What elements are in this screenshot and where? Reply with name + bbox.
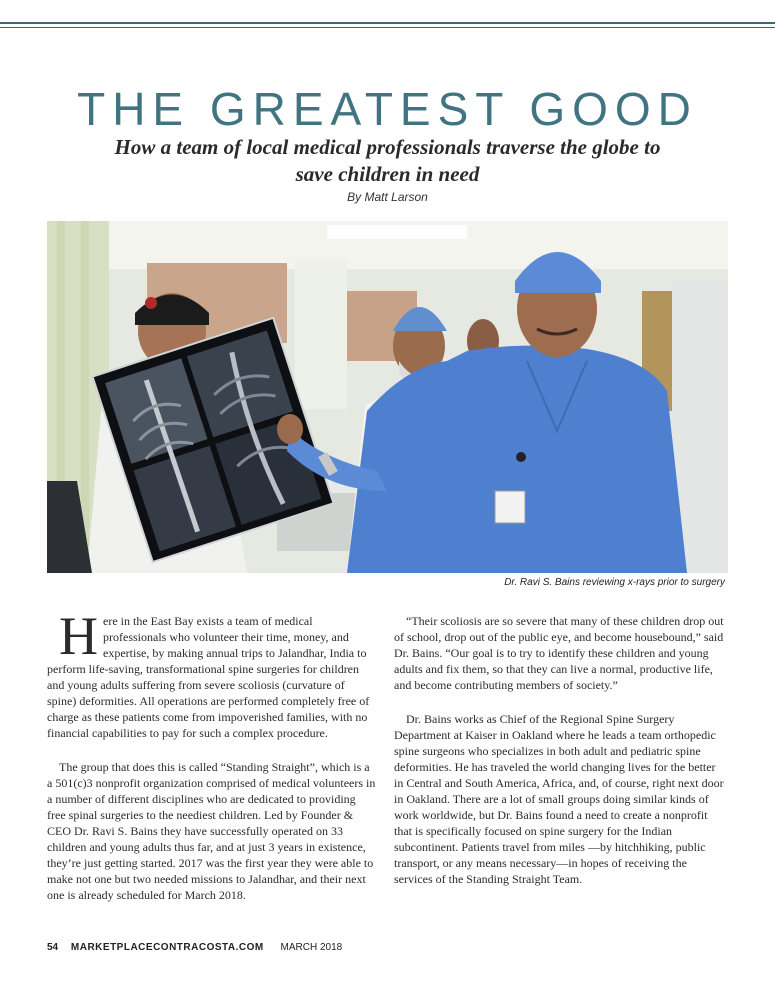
footer-issue-date: MARCH 2018 bbox=[280, 942, 343, 953]
photo-illustration bbox=[47, 221, 728, 573]
header-rule-top bbox=[0, 22, 775, 24]
article-column-left bbox=[47, 606, 377, 903]
page-number: 54 bbox=[47, 942, 59, 953]
footer-website: MARKETPLACECONTRACOSTA.COM bbox=[70, 942, 264, 953]
main-doctor-hand bbox=[277, 414, 303, 444]
byline: By Matt Larson bbox=[347, 190, 428, 204]
article-paragraph: Dr. Bains works as Chief of the Regional Spine Surgery Department at Kaiser in Oakland where he leads a team orthopedic spine surgeons who specializes in both adult and pediatric spine deformities. He has traveled the world changing lives for the better in Central and South America, Africa, and, of course, right next door in Oakland. There are a lot of small groups doing similar kinds of work worldwide, but Dr. Bains found a need to create a nonprofit that is specifically focused on spine surgery for the Indian subcontinent. Patients travel from miles —by hitchhiking, public transport, or any means necessary—in hopes of receiving the services of the Standing Straight Team. bbox=[394, 712, 724, 886]
paragraph-text: ere in the East Bay exists a team of medical professionals who volunteer their time, money, and expertise, by making annual trips to Jalandhar, India to perform life-saving, transformational spine surgeries for children and young adults suffering from severe scoliosis (curvature of spine) deformities. All operations are performed completely free of charge as these patients come from impoverished families, with no financial capabilities to pay for such a complex procedure. bbox=[47, 614, 370, 740]
article-paragraph: The group that does this is called “Standing Straight”, which is a a 501(c)3 nonprofit organization comprised of medical volunteers in a number of different disciplines who are dedicated to providing free spinal surgeries to the neediest children. Led by Founder & CEO Dr. Ravi S. Bains they have successfully operated on 33 children and young adults thus far, and at just 3 years in existence, they’re just getting started. 2017 was the first year they were able to make not one but two needed missions to Jalandhar, and their next one is already scheduled for March 2018. bbox=[47, 760, 376, 902]
header-rule-bottom bbox=[0, 27, 775, 28]
id-badge bbox=[495, 491, 525, 523]
article-paragraph: “Their scoliosis are so severe that many of these children drop out of school, drop out of the public eye, and become housebound,” said Dr. Bains. “Our goal is to try to identify these children and young adults and fix them, so that they can live a normal, productive life, and become contributing members of society.” bbox=[394, 614, 724, 692]
article-title: THE GREATEST GOOD bbox=[77, 83, 698, 135]
article-column-right bbox=[394, 613, 725, 887]
ceiling-light bbox=[327, 225, 467, 239]
page-footer bbox=[47, 942, 342, 953]
article-paragraph bbox=[47, 606, 377, 741]
drop-cap: H bbox=[59, 606, 98, 666]
article-photo bbox=[47, 221, 728, 573]
article-subtitle: How a team of local medical professionals traverse the globe to save children in need bbox=[114, 135, 661, 186]
partition-curtain bbox=[295, 259, 347, 409]
lapel-mic bbox=[516, 452, 526, 462]
photo-caption: Dr. Ravi S. Bains reviewing x-rays prior to surgery bbox=[504, 577, 725, 588]
